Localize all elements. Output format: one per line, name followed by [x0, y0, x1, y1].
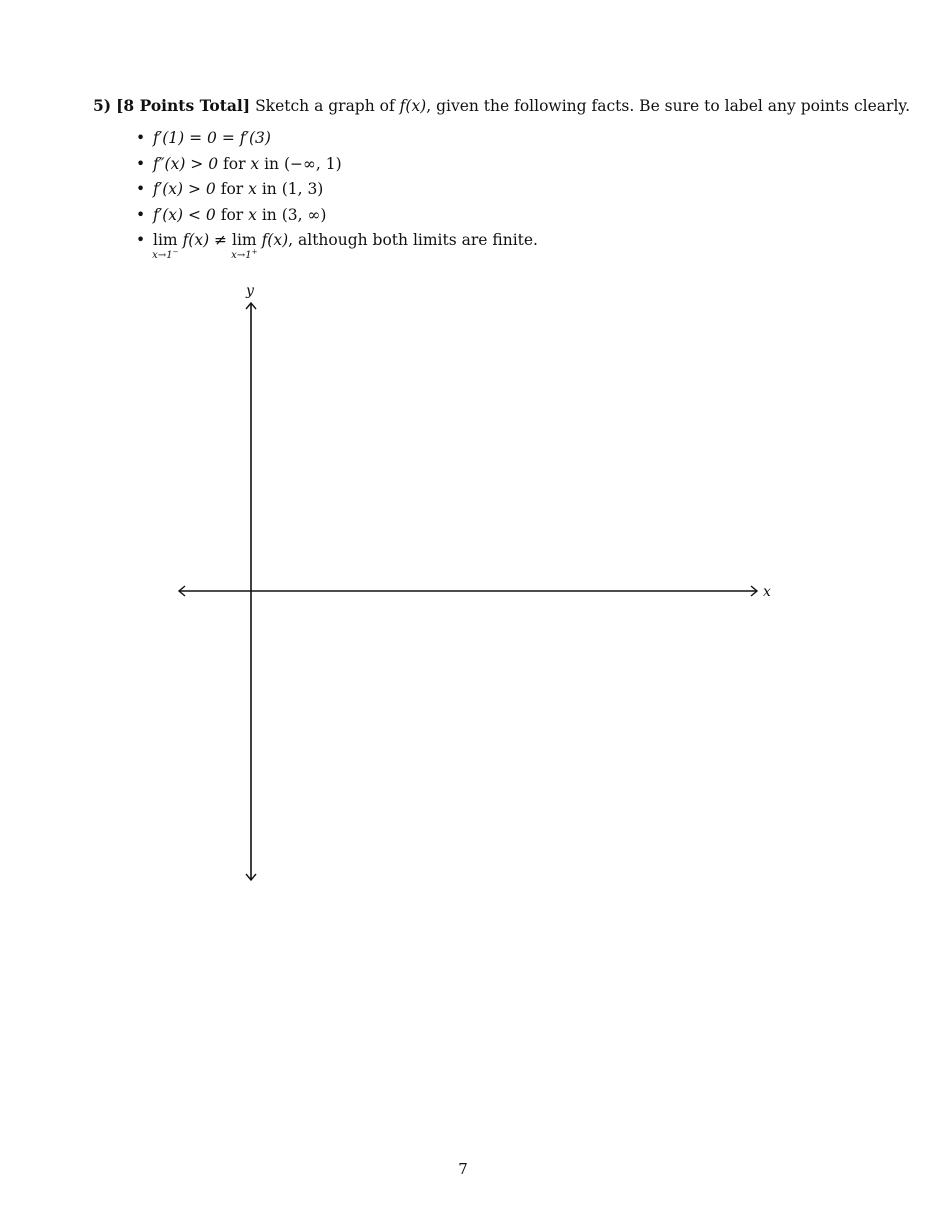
question-prompt-start: Sketch a graph of: [255, 97, 395, 115]
page-number: 7: [458, 1160, 468, 1178]
fact-var: x: [248, 180, 257, 198]
fact-text: for: [215, 180, 249, 198]
question-prompt-end: , given the following facts. Be sure to label any points clearly.: [426, 97, 911, 115]
limit-tail-text: , although both limits are finite.: [288, 231, 538, 249]
left-limit-function: f(x) ≠: [182, 231, 228, 249]
lim-word: lim: [153, 231, 178, 249]
bullet-icon: •: [136, 154, 146, 173]
question-function: f(x): [399, 97, 427, 115]
fact-text: for: [215, 205, 249, 224]
bullet-icon: •: [136, 231, 146, 249]
bullet-icon: •: [136, 180, 146, 198]
right-limit-function: f(x): [261, 231, 289, 249]
lim-word: lim: [232, 231, 257, 249]
lim-subscript: x→1+: [231, 248, 258, 261]
fact-interval: (3, ∞): [281, 205, 327, 224]
bullet-icon: •: [136, 129, 146, 147]
fact-math: f′(x) < 0: [153, 205, 216, 224]
lim-subscript: x→1−: [152, 248, 179, 261]
fact-var: x: [250, 154, 260, 173]
fact-text: for: [218, 154, 251, 173]
question-points: [8 Points Total]: [116, 96, 251, 115]
fact-var: x: [248, 205, 257, 224]
fact-math: f′(x) > 0: [153, 180, 216, 198]
x-axis-label: x: [763, 584, 771, 600]
fact-math: f′(1) = 0 = f′(3): [153, 129, 271, 147]
question-number: 5): [93, 96, 112, 115]
fact-math: f″(x) > 0: [153, 154, 219, 173]
fact-interval: (−∞, 1): [283, 154, 342, 173]
y-axis-label: y: [246, 283, 254, 299]
fact-text-in: in: [259, 154, 284, 173]
bullet-icon: •: [136, 205, 146, 224]
fact-text-in: in: [256, 180, 282, 198]
fact-text-in: in: [256, 205, 282, 224]
fact-interval: (1, 3): [281, 180, 324, 198]
